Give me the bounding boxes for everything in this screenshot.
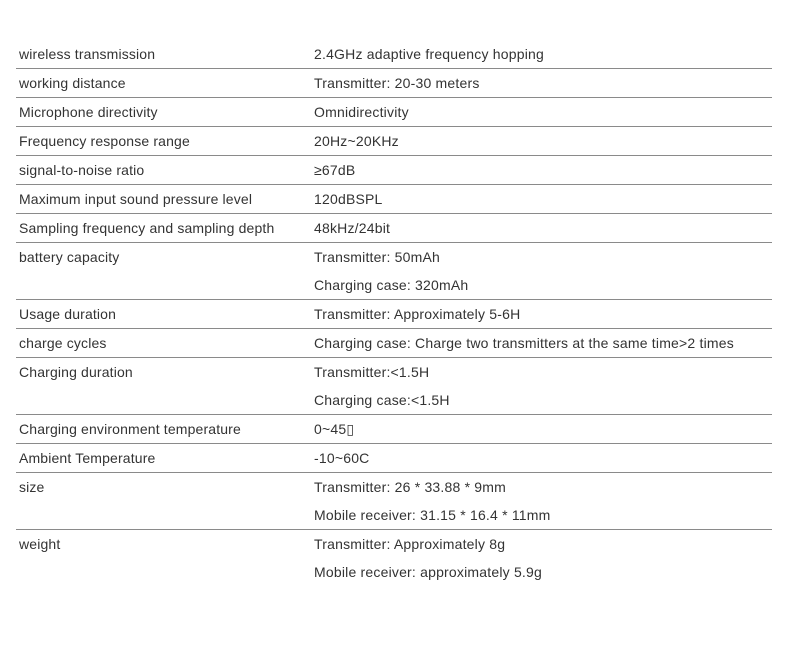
spec-label: Ambient Temperature	[19, 450, 156, 466]
spec-row-charging-duration	[16, 358, 772, 415]
spec-value: Transmitter: 20-30 meters	[314, 75, 480, 91]
spec-values	[314, 214, 772, 242]
spec-value: 20Hz~20KHz	[314, 133, 399, 149]
spec-values	[314, 127, 772, 155]
spec-value: Transmitter:<1.5H	[314, 364, 430, 380]
spec-value: 0~45▯	[314, 421, 355, 437]
spec-value: 48kHz/24bit	[314, 220, 391, 236]
spec-value: Charging case: Charge two transmitters at the same time>2 times	[314, 335, 734, 351]
spec-label: Frequency response range	[19, 133, 190, 149]
spec-value: Charging case: 320mAh	[314, 277, 469, 293]
spec-label: charge cycles	[19, 335, 107, 351]
spec-label: Charging duration	[19, 364, 133, 380]
spec-values	[314, 69, 772, 97]
spec-value: 2.4GHz adaptive frequency hopping	[314, 46, 544, 62]
spec-row-sampling	[16, 214, 772, 243]
spec-label: Sampling frequency and sampling depth	[19, 220, 275, 236]
spec-label: weight	[19, 536, 61, 552]
spec-label: working distance	[19, 75, 126, 91]
spec-row-usage-duration	[16, 300, 772, 329]
spec-label: Microphone directivity	[19, 104, 158, 120]
spec-row-size	[16, 473, 772, 530]
spec-row-weight	[16, 530, 772, 586]
spec-values	[314, 358, 772, 414]
spec-value: Charging case:<1.5H	[314, 392, 450, 408]
spec-label: Charging environment temperature	[19, 421, 241, 437]
spec-values	[314, 530, 772, 586]
spec-value: Omnidirectivity	[314, 104, 409, 120]
spec-table	[16, 40, 772, 586]
spec-value: Transmitter: 50mAh	[314, 249, 441, 265]
spec-row-snr	[16, 156, 772, 185]
spec-value: Transmitter: 26 * 33.88 * 9mm	[314, 479, 507, 495]
spec-row-microphone-directivity	[16, 98, 772, 127]
spec-value: -10~60C	[314, 450, 370, 466]
spec-value: Mobile receiver: approximately 5.9g	[314, 564, 542, 580]
spec-row-charging-temperature	[16, 415, 772, 444]
spec-values	[314, 329, 772, 357]
spec-label: size	[19, 479, 45, 495]
spec-values	[314, 185, 772, 213]
spec-values	[314, 156, 772, 184]
spec-label: Maximum input sound pressure level	[19, 191, 253, 207]
spec-label: signal-to-noise ratio	[19, 162, 145, 178]
spec-value: Transmitter: Approximately 5-6H	[314, 306, 521, 322]
spec-value: Mobile receiver: 31.15 * 16.4 * 11mm	[314, 507, 551, 523]
spec-label: battery capacity	[19, 249, 120, 265]
spec-value: 120dBSPL	[314, 191, 383, 207]
spec-row-ambient-temperature	[16, 444, 772, 473]
spec-values	[314, 415, 772, 443]
spec-values	[314, 444, 772, 472]
spec-row-working-distance	[16, 69, 772, 98]
spec-value: Transmitter: Approximately 8g	[314, 536, 506, 552]
spec-row-frequency-response	[16, 127, 772, 156]
spec-value: ≥67dB	[314, 162, 356, 178]
spec-values	[314, 98, 772, 126]
spec-values	[314, 40, 772, 68]
spec-values	[314, 473, 772, 529]
spec-row-charge-cycles	[16, 329, 772, 358]
spec-label: wireless transmission	[19, 46, 156, 62]
spec-row-max-spl	[16, 185, 772, 214]
spec-row-battery-capacity	[16, 243, 772, 300]
spec-label: Usage duration	[19, 306, 117, 322]
spec-row-wireless-transmission	[16, 40, 772, 69]
spec-values	[314, 243, 772, 299]
spec-values	[314, 300, 772, 328]
